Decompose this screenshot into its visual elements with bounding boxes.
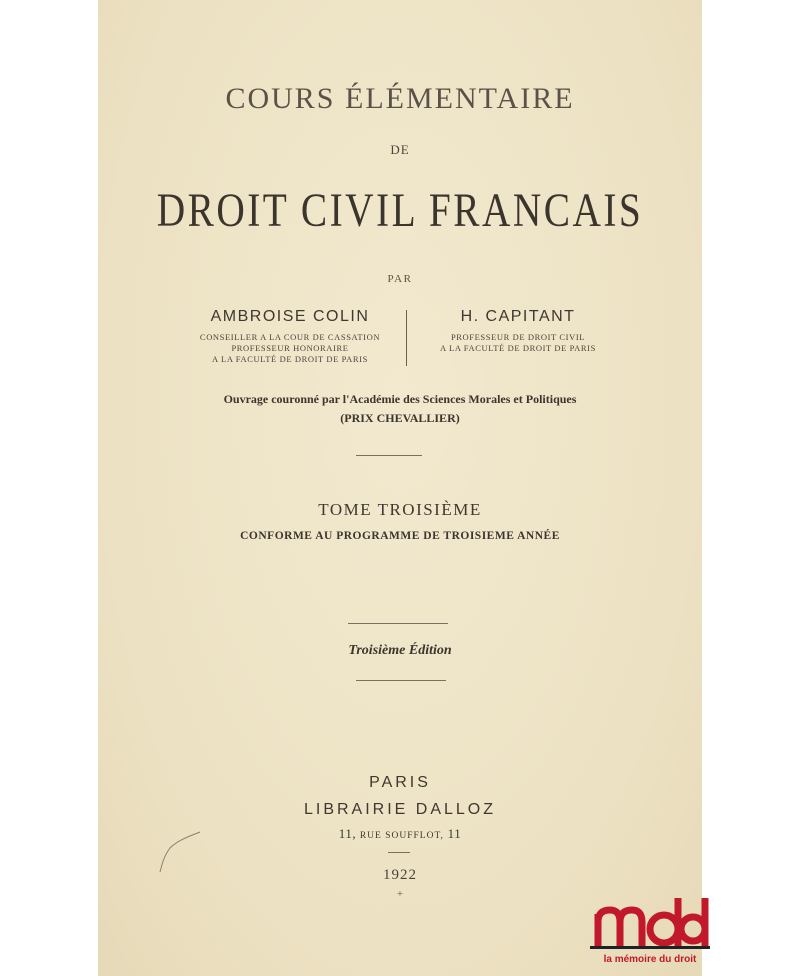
author-name: AMBROISE COLIN	[210, 308, 370, 325]
par-label: PAR	[387, 273, 413, 285]
mdd-logo-icon	[590, 896, 710, 952]
author-description	[172, 332, 408, 365]
address-number: 11	[447, 826, 462, 841]
publisher-city: PARIS	[369, 774, 431, 791]
title-page	[98, 0, 702, 976]
program-note: CONFORME AU PROGRAMME DE TROISIEME ANNÉE	[240, 530, 560, 542]
publication-year: 1922	[383, 867, 417, 883]
divider-rule	[348, 623, 448, 624]
title-de: DE	[390, 142, 410, 157]
author-name: H. CAPITANT	[460, 308, 576, 325]
tome-label: TOME TROISIÈME	[318, 500, 482, 519]
publisher-name: LIBRAIRIE DALLOZ	[303, 801, 497, 818]
author-desc-line: PROFESSEUR HONORAIRE	[231, 343, 349, 353]
author-desc-line: CONSEILLER A LA COUR DE CASSATION	[199, 332, 381, 342]
mdd-logo	[590, 896, 710, 966]
address-number: 11,	[338, 826, 357, 841]
address-street: RUE SOUFFLOT,	[359, 831, 444, 841]
logo-tagline: la mémoire du droit	[603, 954, 697, 965]
divider-rule	[356, 455, 422, 456]
divider-rule	[356, 680, 446, 681]
author-desc-line: A LA FACULTÉ DE DROIT DE PARIS	[212, 354, 368, 364]
author-capitant	[414, 308, 622, 354]
divider-rule	[388, 852, 410, 853]
author-desc-line: A LA FACULTÉ DE DROIT DE PARIS	[440, 343, 596, 353]
printer-mark: +	[396, 888, 404, 900]
author-divider	[406, 310, 407, 366]
author-description	[414, 332, 622, 354]
pencil-mark-icon	[156, 828, 206, 878]
author-desc-line: PROFESSEUR DE DROIT CIVIL	[450, 332, 586, 342]
edition-label: Troisième Édition	[348, 643, 452, 658]
award-line: Ouvrage couronné par l'Académie des Sciences Morales et Politiques	[223, 392, 577, 406]
author-colin	[172, 308, 408, 365]
title-line-1: COURS ÉLÉMENTAIRE	[225, 82, 575, 115]
main-title: DROIT CIVIL FRANCAIS	[156, 184, 644, 237]
award-prize: (PRIX CHEVALLIER)	[340, 411, 460, 425]
